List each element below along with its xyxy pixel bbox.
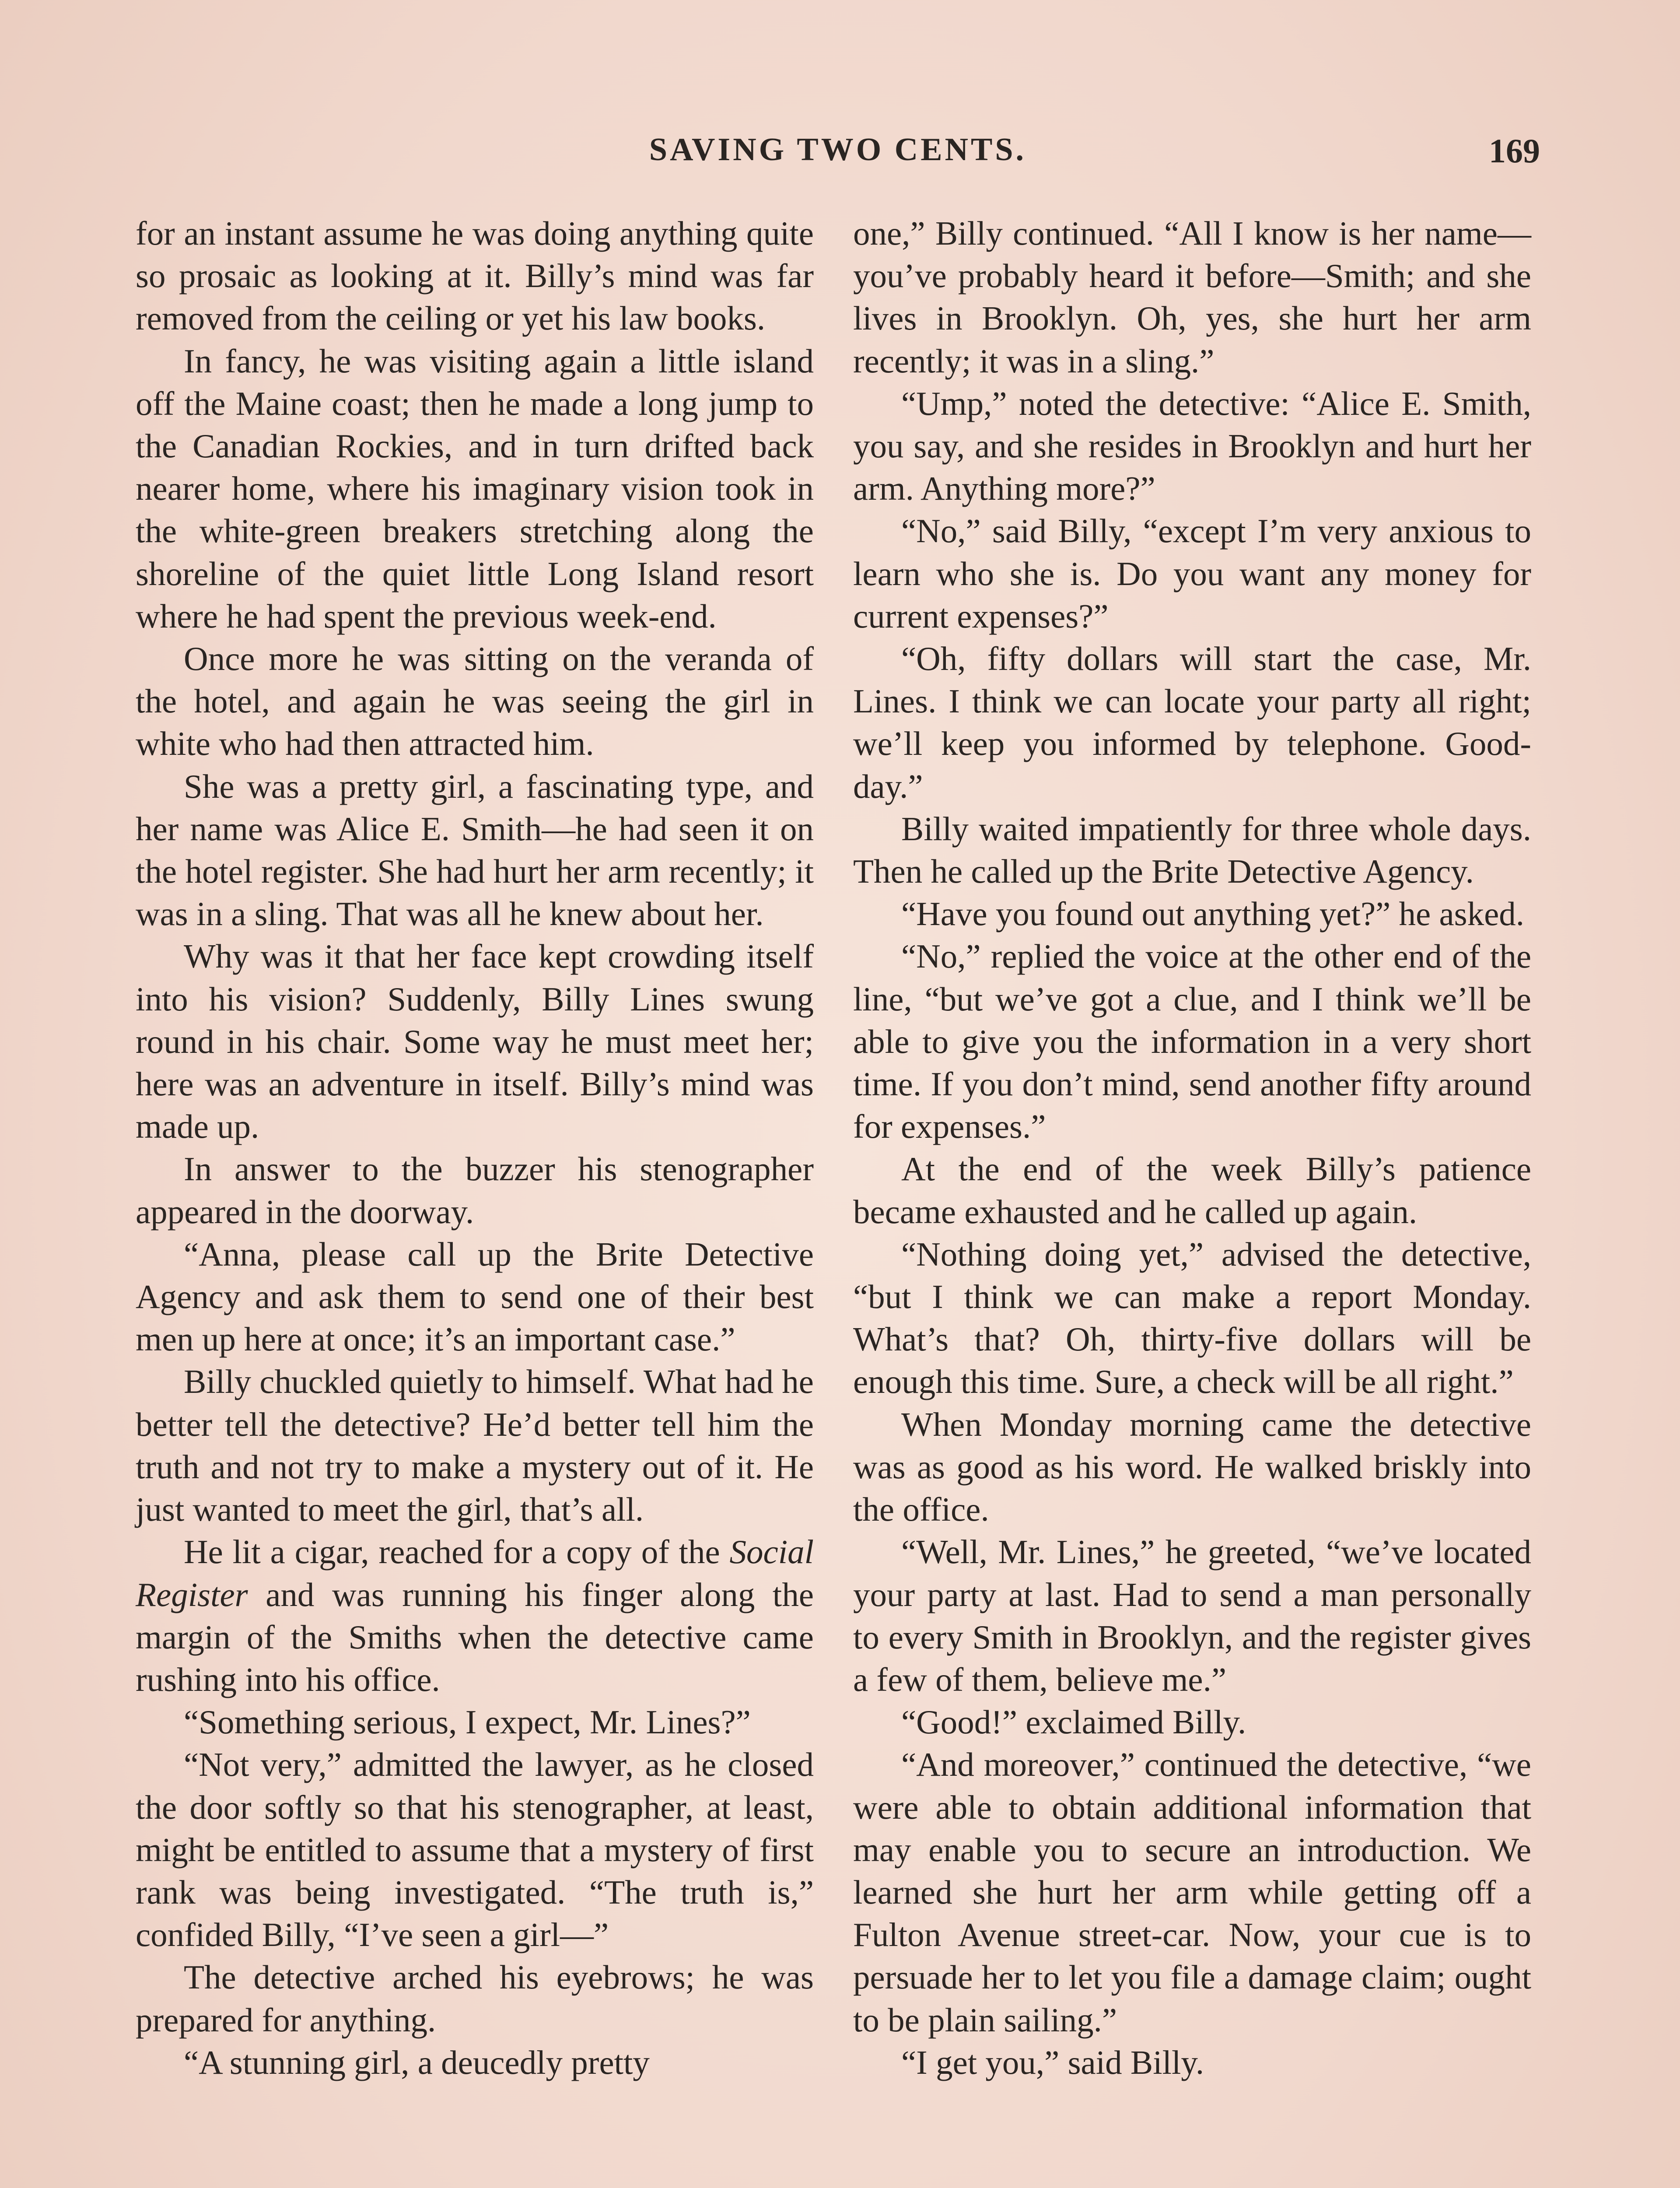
right-text-column [853,212,1531,2084]
paragraph-text: He lit a cigar, reached for a copy of the [184,1533,730,1571]
paragraph: Billy waited impatiently for three whole days. Then he called up the Brite Detective Agency. [853,810,1531,891]
paragraph: “A stunning girl, a deucedly pretty [184,2043,650,2081]
left-text-column [136,212,814,2084]
paragraph-text: and was running his finger along the margin of the Smiths when the detective came rushing into his office. [136,1575,814,1698]
paragraph: “Not very,” admitted the lawyer, as he closed the door softly so that his stenographer, at least, might be entitled to assume that a mystery of first rank was being investigated. “The truth is,” confided Billy, “I’ve seen a girl—” [136,1746,814,1954]
paragraph: Why was it that her face kept crowding itself into his vision? Suddenly, Billy Lines swung round in his chair. Some way he must meet her; here was an adventure in itself. Billy’s mind was made up. [136,937,814,1146]
paragraph: “No,” said Billy, “except I’m very anxious to learn who she is. Do you want any money for current expenses?” [853,512,1531,635]
paragraph: “Ump,” noted the detective: “Alice E. Smith, you say, and she resides in Brooklyn and hurt her arm. Anything more?” [853,384,1531,508]
paragraph: Billy chuckled quietly to himself. What had he better tell the detective? He’d better tell him the truth and not try to make a mystery out of it. He just wanted to meet the girl, that’s all. [136,1363,814,1529]
paragraph: Once more he was sitting on the veranda of the hotel, and again he was seeing the girl in white who had then attracted him. [136,640,814,763]
paragraph: “Good!” exclaimed Billy. [901,1703,1246,1741]
paragraph: “Something serious, I expect, Mr. Lines?” [184,1703,751,1741]
paragraph: “And moreover,” continued the detective, “we were able to obtain additional information that may enable you to secure an introduction. We learned she hurt her arm while getting off a Fulton Avenue street-car. Now, your cue is to persuade her to let you file a damage claim; ought to be plain sailing.” [853,1746,1531,2039]
paragraph: When Monday morning came the detective was as good as his word. He walked briskly into the office. [853,1405,1531,1529]
paragraph: “I get you,” said Billy. [901,2043,1204,2081]
paragraph: “Anna, please call up the Brite Detective Agency and ask them to send one of their best men up here at once; it’s an important case.” [136,1235,814,1358]
paragraph: In fancy, he was visiting again a little island off the Maine coast; then he made a long jump to the Canadian Rockies, and in turn drifted back nearer home, where his imaginary vision took in the white-green breakers stretching along the shoreline of the quiet little Long Island resort where he had spent the previous week-end. [136,342,814,635]
paragraph: for an instant assume he was doing anything quite so prosaic as looking at it. Billy’s mind was far removed from the ceiling or yet his law books. [136,214,814,337]
page-number: 169 [1489,132,1540,170]
paragraph: In answer to the buzzer his stenographer appeared in the doorway. [136,1150,814,1231]
paragraph: “Have you found out anything yet?” he asked. [901,895,1525,933]
paragraph: “No,” replied the voice at the other end of the line, “but we’ve got a clue, and I think we’ll be able to give you the information in a very short time. If you don’t mind, send another fifty around for expenses.” [853,937,1531,1146]
italic-title: Social Register [136,1533,814,1613]
paragraph: “Oh, fifty dollars will start the case, Mr. Lines. I think we can locate your party all right; we’ll keep you informed by telephone. Good-day.” [853,640,1531,805]
paragraph: “Well, Mr. Lines,” he greeted, “we’ve located your party at last. Had to send a man personally to every Smith in Brooklyn, and the register gives a few of them, believe me.” [853,1533,1531,1698]
page-header [136,131,1540,179]
running-head: SAVING TWO CENTS. [649,132,1027,168]
paragraph: The detective arched his eyebrows; he was prepared for anything. [136,1958,814,2039]
paragraph [136,1531,814,1701]
paragraph: one,” Billy continued. “All I know is her name—you’ve probably heard it before—Smith; and she lives in Brooklyn. Oh, yes, she hurt her arm recently; it was in a sling.” [853,214,1531,380]
paragraph: She was a pretty girl, a fascinating type, and her name was Alice E. Smith—he had seen it on the hotel register. She had hurt her arm recently; it was in a sling. That was all he knew about her. [136,767,814,933]
paragraph: “Nothing doing yet,” advised the detective, “but I think we can make a report Monday. What’s that? Oh, thirty-five dollars will be enough this time. Sure, a check will be all right.” [853,1235,1531,1401]
paragraph: At the end of the week Billy’s patience became exhausted and he called up again. [853,1150,1531,1231]
